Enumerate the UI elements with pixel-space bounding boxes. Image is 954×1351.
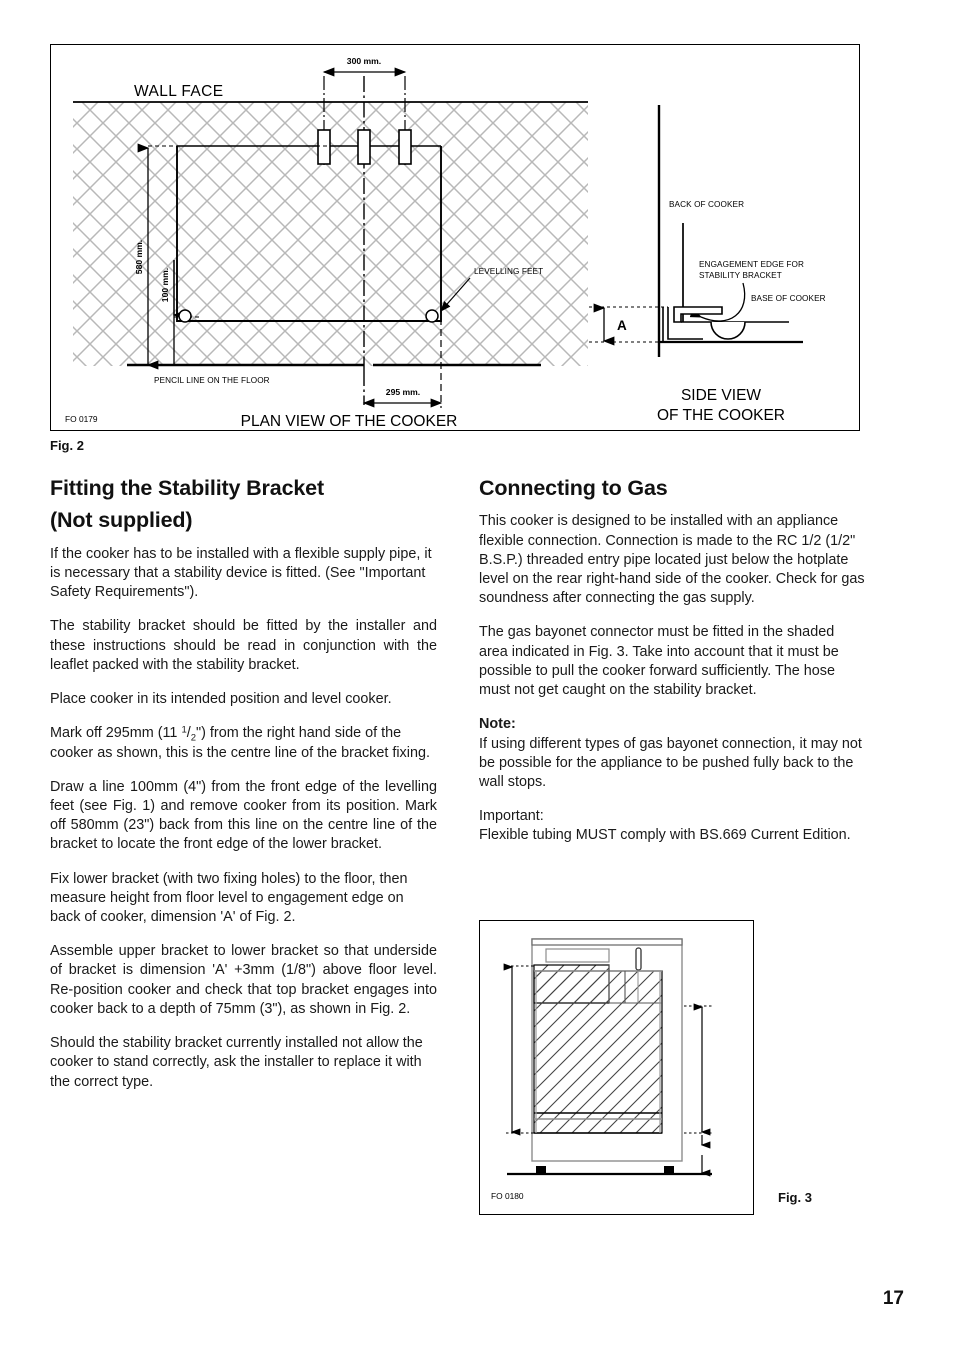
fraction-denominator: 2 [190, 732, 197, 744]
stability-paragraph-1: If the cooker has to be installed with a flexible supply pipe, it is necessary that a stability device is fitted. (See "Important Safety Requirements"). [50, 545, 432, 601]
engagement-edge-label-line2: STABILITY BRACKET [699, 271, 782, 280]
shaded-zone-main [534, 971, 662, 1133]
dim-100-label: 100 mm. [160, 267, 170, 303]
stability-paragraph-3: Place cooker in its intended position and level cooker. [50, 691, 392, 708]
dim-580-label: 580 mm. [134, 239, 144, 275]
fig3-drawing-code: FO 0180 [491, 1191, 524, 1201]
figure-3-caption: Fig. 3 [778, 1190, 812, 1205]
stability-paragraph-6: Fix lower bracket (with two fixing holes) to the floor, then measure height from floor level to engagement edge on back of cooker, dimension 'A' of Fig. 2. [50, 870, 408, 926]
stability-bracket-heading-line1: Fitting the Stability Bracket [50, 476, 324, 500]
fraction-numerator: 1 [181, 725, 187, 737]
left-text-column [50, 474, 437, 1107]
engagement-edge-label-line1: ENGAGEMENT EDGE FOR [699, 260, 805, 269]
levelling-foot-left [179, 310, 191, 322]
right-text-column [479, 474, 866, 861]
dim-300-label: 300 mm. [346, 56, 382, 66]
cooker-foot-left [536, 1166, 546, 1174]
stability-paragraph-7: Assemble upper bracket to lower bracket so that underside of bracket is dimension 'A' +3mm (1/8") above floor level. Re-position cooker and check that top bracket engages into cooker back to a depth of 75mm (3"), as shown in Fig. 2. [50, 943, 437, 1017]
figure-3-frame [479, 920, 754, 1215]
stability-paragraph-4-part2: ") from the right hand side of the cooker as shown, this is the centre line of the bracket fixing. [50, 725, 430, 761]
gas-paragraph-1: This cooker is designed to be installed with an appliance flexible connection. Connection is made to the RC 1/2 (1/2" B.S.P.) threaded entry pipe located just below the hotplate level on the rear right-hand side of the cooker. Check for gas soundness after connecting the gas supply. [479, 513, 865, 607]
figure-2-frame [50, 44, 860, 431]
important-text: Flexible tubing MUST comply with BS.669 Current Edition. [479, 827, 851, 844]
cooker-control-panel [546, 949, 609, 962]
figure-3-drawing [480, 921, 752, 1213]
stability-bracket-heading-line2: (Not supplied) [50, 508, 193, 533]
gas-paragraph-2: The gas bayonet connector must be fitted in the shaded area indicated in Fig. 3. Take into account that it must be possible to pull the cooker forward sufficiently. The hose must not get caught on the stability bracket. [479, 624, 839, 699]
page-number: 17 [882, 1288, 904, 1309]
gas-inlet-pipe [636, 948, 641, 970]
pencil-line-label: PENCIL LINE ON THE FLOOR [154, 376, 270, 385]
cooker-hotplate-band [532, 939, 682, 945]
cooker-foot-semicircle [711, 322, 745, 339]
base-of-cooker-label: BASE OF COOKER [751, 294, 826, 303]
bracket-slot-right [399, 130, 411, 164]
dim-295-label: 295 mm. [385, 387, 421, 397]
important-label: Important: [479, 808, 544, 825]
bracket-slot-left [318, 130, 330, 164]
stability-paragraph-8: Should the stability bracket currently installed not allow the cooker to stand correctly, ask the installer to replace it with the correct type. [50, 1035, 423, 1090]
fraction-slash: / [186, 725, 191, 742]
stability-paragraph-4 [50, 724, 437, 762]
stability-paragraph-4-part1: Mark off 295mm (11 [50, 725, 182, 742]
levelling-feet-label: LEVELLING FEET [474, 267, 544, 276]
stability-paragraph-2: The stability bracket should be fitted by the installer and these instructions should be read in conjunction with the leaflet packed with the stability bracket. [50, 618, 437, 673]
connecting-to-gas-heading: Connecting to Gas [479, 476, 668, 500]
stability-bracket-upper [674, 307, 722, 322]
bracket-slot-middle [358, 130, 370, 164]
side-view-title-line1: SIDE VIEW [680, 387, 762, 404]
figure-2-caption: Fig. 2 [50, 438, 84, 453]
fig2-drawing-code: FO 0179 [65, 414, 98, 424]
note-label: Note: [479, 716, 516, 733]
fraction-one-half [181, 724, 196, 743]
stability-paragraph-5: Draw a line 100mm (4") from the front edge of the levelling feet (see Fig. 1) and remove cooker from its position. Mark off 580mm (23") back from this line on the centre line of the bracket to locate the front edge of the lower bracket. [50, 778, 437, 853]
figure-2-drawing [51, 45, 858, 429]
levelling-foot-right [426, 310, 438, 322]
back-of-cooker-label: BACK OF COOKER [669, 200, 745, 209]
note-text: If using different types of gas bayonet connection, it may not be possible for the appliance to be pushed fully back to the wall stops. [479, 735, 862, 790]
wall-face-label: WALL FACE [134, 83, 224, 100]
side-view-title-line2: OF THE COOKER [656, 407, 786, 424]
engagement-edge-leader [701, 283, 745, 321]
dim-a-label: A [617, 318, 627, 333]
plan-view-title: PLAN VIEW OF THE COOKER [240, 413, 458, 429]
cooker-foot-right [664, 1166, 674, 1174]
